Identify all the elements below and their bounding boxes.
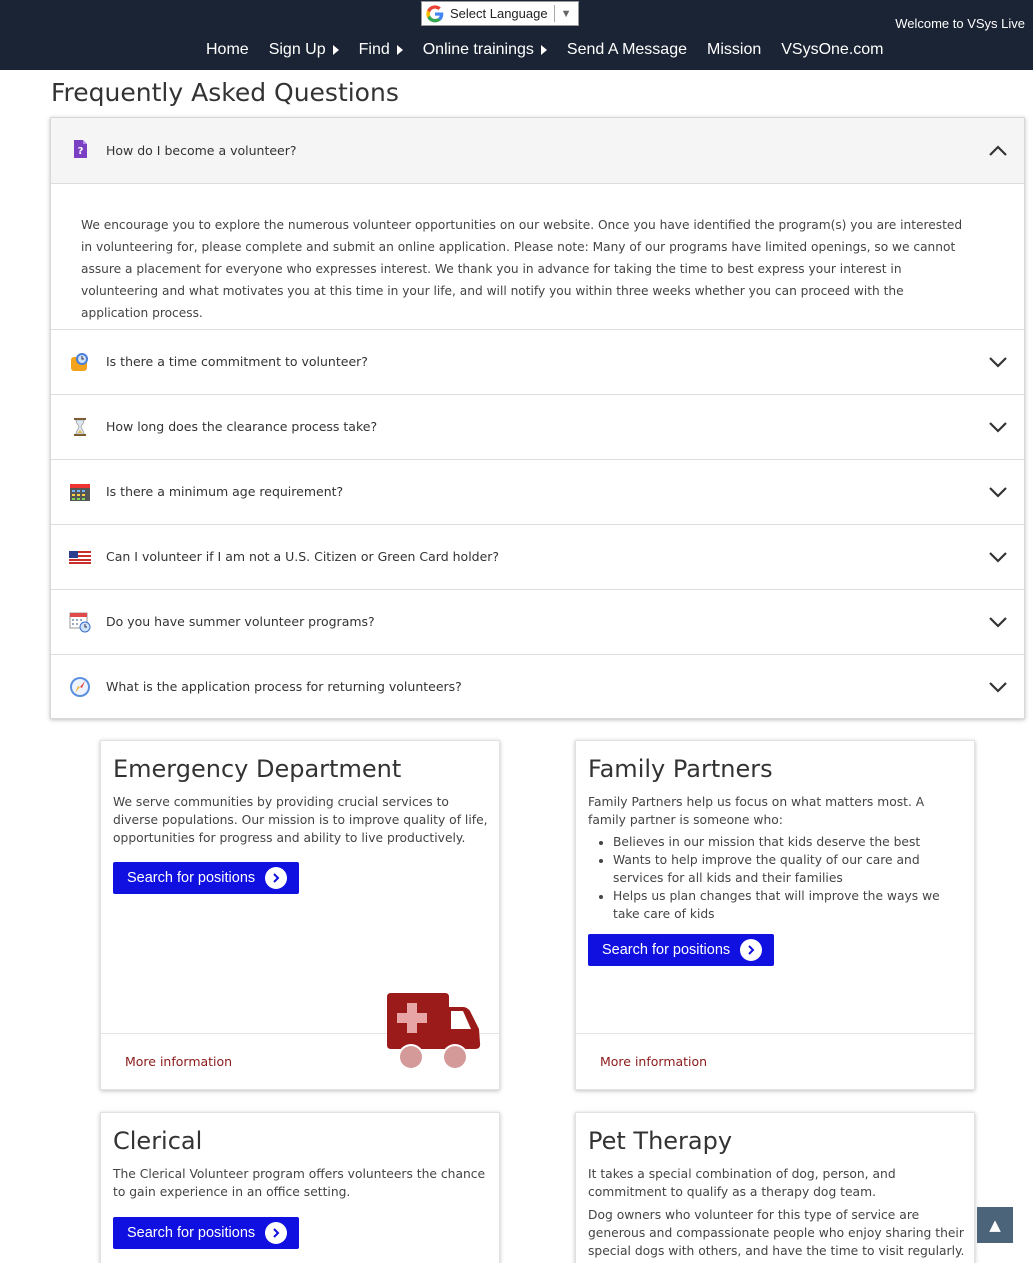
card-pet-therapy xyxy=(575,1112,975,1263)
nav-send-message[interactable]: Send A Message xyxy=(566,41,687,58)
back-to-top-button[interactable]: ▲ xyxy=(977,1207,1013,1243)
chevron-right-icon xyxy=(740,939,762,961)
search-positions-button[interactable] xyxy=(113,862,299,894)
welcome-text: Welcome to VSys Live xyxy=(895,16,1025,31)
svg-text:?: ? xyxy=(77,146,84,157)
us-flag-icon xyxy=(69,546,91,568)
chevron-down-icon[interactable] xyxy=(988,352,1008,372)
card-paragraph: Dog owners who volunteer for this type of service are generous and compassionate people who enjoy sharing their special dogs with others, and have the time to visit regularly. xyxy=(588,1208,965,1258)
chevron-down-icon[interactable] xyxy=(988,612,1008,632)
faq-answer xyxy=(51,184,1024,330)
calendar-grid-icon xyxy=(69,481,91,503)
language-select[interactable] xyxy=(421,1,579,26)
faq-question: How long does the clearance process take? xyxy=(106,419,378,434)
faq-item-open[interactable] xyxy=(51,118,1024,184)
list-item: • Helps us plan changes that will improve the ways we take care of kids xyxy=(613,887,966,923)
nav-sign-up[interactable]: Sign Up xyxy=(269,41,339,59)
card-footer xyxy=(576,1033,974,1089)
button-label: Search for positions xyxy=(127,870,256,886)
card-description xyxy=(588,1165,966,1260)
card-intro: Family Partners help us focus on what matters most. A family partner is someone who: xyxy=(588,795,925,827)
faq-item[interactable] xyxy=(51,525,1024,590)
search-positions-button[interactable] xyxy=(113,1217,299,1249)
chevron-right-icon xyxy=(265,867,287,889)
chevron-right-icon xyxy=(265,1222,287,1244)
faq-question: Is there a time commitment to volunteer? xyxy=(106,354,368,369)
ambulance-icon xyxy=(385,993,483,1071)
hourglass-icon xyxy=(69,416,91,438)
faq-item[interactable] xyxy=(51,330,1024,395)
faq-accordion xyxy=(50,117,1025,719)
faq-item[interactable] xyxy=(51,460,1024,525)
compass-icon xyxy=(69,676,91,698)
clock-hand-icon xyxy=(69,351,91,373)
card-description: We serve communities by providing crucial services to diverse populations. Our mission is to improve quality of life, opportunities for progress and ability to live productively. xyxy=(113,795,488,845)
card-description xyxy=(588,793,966,923)
list-item: • Believes in our mission that kids deserve the best xyxy=(613,833,966,851)
submenu-arrow-icon xyxy=(541,45,547,55)
faq-item[interactable] xyxy=(51,655,1024,720)
chevron-down-icon[interactable] xyxy=(988,547,1008,567)
faq-question: How do I become a volunteer? xyxy=(106,143,297,158)
language-label: Select Language xyxy=(450,6,548,21)
top-bar xyxy=(0,0,1033,70)
nav-mission[interactable]: Mission xyxy=(707,41,762,58)
button-label: Search for positions xyxy=(127,1225,256,1241)
google-icon xyxy=(425,4,445,24)
card-clerical xyxy=(100,1112,500,1263)
faq-item[interactable] xyxy=(51,590,1024,655)
card-title: Pet Therapy xyxy=(588,1127,733,1155)
faq-item[interactable] xyxy=(51,395,1024,460)
page-title: Frequently Asked Questions xyxy=(51,78,399,107)
card-title: Emergency Department xyxy=(113,755,402,783)
card-description: The Clerical Volunteer program offers volunteers the chance to gain experience in an office setting. xyxy=(113,1167,486,1199)
card-paragraph: It takes a special combination of dog, person, and commitment to qualify as a therapy dog team. xyxy=(588,1167,896,1199)
divider xyxy=(554,5,555,22)
dropdown-arrow-icon: ▼ xyxy=(560,7,572,20)
calendar-clock-icon xyxy=(69,611,91,633)
question-book-icon xyxy=(69,138,91,160)
faq-question: Is there a minimum age requirement? xyxy=(106,484,344,499)
chevron-up-icon[interactable] xyxy=(988,141,1008,161)
chevron-down-icon[interactable] xyxy=(988,417,1008,437)
faq-question: What is the application process for returning volunteers? xyxy=(106,679,462,694)
card-family-partners xyxy=(575,740,975,1090)
faq-question: Can I volunteer if I am not a U.S. Citizen or Green Card holder? xyxy=(106,549,500,564)
button-label: Search for positions xyxy=(602,942,731,958)
nav-vsysone[interactable]: VSysOne.com xyxy=(781,41,884,58)
submenu-arrow-icon xyxy=(397,45,403,55)
more-information-link[interactable]: More information xyxy=(600,1054,708,1069)
search-positions-button[interactable] xyxy=(588,934,774,966)
card-emergency-department xyxy=(100,740,500,1090)
faq-answer-text: We encourage you to explore the numerous volunteer opportunities on our website. Once you have identified the program(s) you are interested in volunteering for, please complete and submit an online application. Please note: Many of our programs have limited openings, so we cannot assure a placement for everyone who expresses interest. We thank you in advance for taking the time to best express your interest in volunteering and what motivates you at this time in your life, and will notify you within three weeks whether you can proceed with the application process. xyxy=(81,218,963,320)
card-title: Family Partners xyxy=(588,755,773,783)
chevron-down-icon[interactable] xyxy=(988,482,1008,502)
faq-question: Do you have summer volunteer programs? xyxy=(106,614,375,629)
bullet-list xyxy=(613,833,966,923)
nav-find[interactable]: Find xyxy=(359,41,403,59)
chevron-down-icon[interactable] xyxy=(988,677,1008,697)
nav-home[interactable]: Home xyxy=(206,41,249,58)
submenu-arrow-icon xyxy=(333,45,339,55)
list-item: • Wants to help improve the quality of our care and services for all kids and their families xyxy=(613,851,966,887)
nav-online-trainings[interactable]: Online trainings xyxy=(423,41,547,59)
more-information-link[interactable]: More information xyxy=(125,1054,233,1069)
card-title: Clerical xyxy=(113,1127,203,1155)
main-nav xyxy=(206,38,904,62)
